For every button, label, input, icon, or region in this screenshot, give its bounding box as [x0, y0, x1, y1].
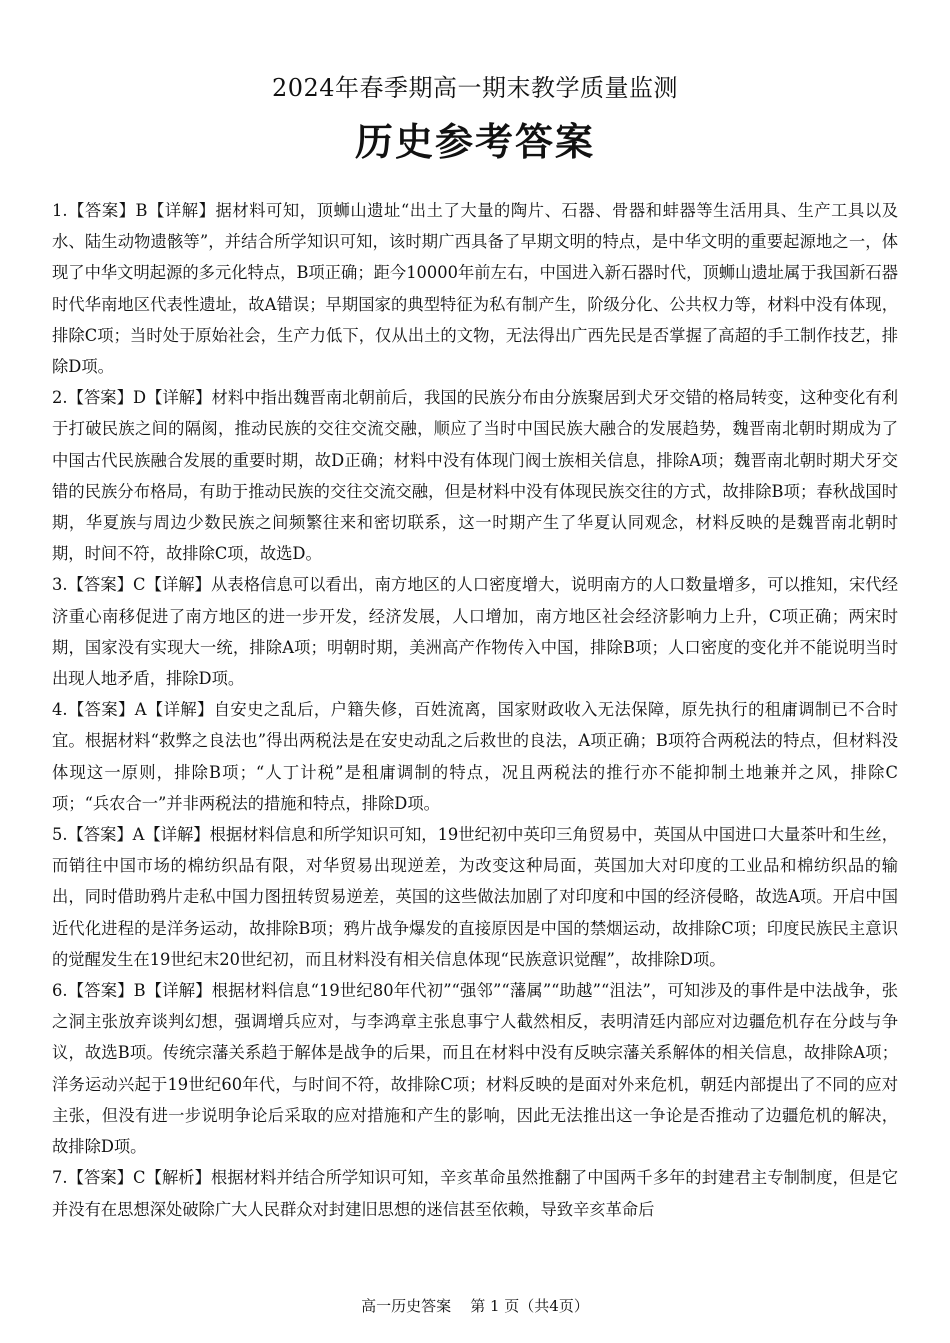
answer-item-5: 5.【答案】A【详解】根据材料信息和所学知识可知，19世纪初中英印三角贸易中，英国从中国进口大量茶叶和生丝，而销往中国市场的棉纺织品有限，对华贸易出现逆差，为改变这种局面，英国加大对印度的工业品和棉纺织品的输出，同时借助鸦片走私中国力图扭转贸易逆差，英国的这些做法加剧了对印度和中国的经济侵略，故选A项。开启中国近代化进程的是洋务运动，故排除B项；鸦片战争爆发的直接原因是中国的禁烟运动，故排除C项；印度民族民主意识的觉醒发生在19世纪末20世纪初，而且材料没有相关信息体现“民族意识觉醒”，故排除D项。 [52, 825, 898, 969]
answer-item-3: 3.【答案】C【详解】从表格信息可以看出，南方地区的人口密度增大，说明南方的人口数量增多，可以推知，宋代经济重心南移促进了南方地区的进一步开发，经济发展，人口增加，南方地区社会经济影响力上升，C项正确；两宋时期，国家没有实现大一统，排除A项；明朝时期，美洲高产作物传入中国，排除B项；人口密度的变化并不能说明当时出现人地矛盾，排除D项。 [52, 575, 898, 689]
answer-item-4: 4.【答案】A【详解】自安史之乱后，户籍失修，百姓流离，国家财政收入无法保障，原先执行的租庸调制已不合时宜。根据材料“救弊之良法也”得出两税法是在安史动乱之后救世的良法，A项正确；B项符合两税法的特点，但材料没体现这一原则，排除B项；“人丁计税”是租庸调制的特点，况且两税法的推行亦不能抑制土地兼并之风，排除C项；“兵农合一”并非两税法的措施和特点，排除D项。 [52, 700, 898, 813]
exam-subtitle: 2024年春季期高一期末教学质量监测 [271, 74, 679, 102]
answer-item-7: 7.【答案】C【解析】根据材料并结合所学知识可知，辛亥革命虽然推翻了中国两千多年的封建君主专制制度，但是它并没有在思想深处破除广大人民群众对封建旧思想的迷信甚至依赖，导致辛亥革命后 [52, 1168, 898, 1219]
answer-item-1: 1.【答案】B【详解】据材料可知，顶蛳山遗址“出土了大量的陶片、石器、骨器和蚌器等生活用具、生产工具以及水、陆生动物遗骸等”，并结合所学知识可知，该时期广西具备了早期文明的特点，是中华文明的重要起源地之一，体现了中华文明起源的多元化特点，B项正确；距今10000年前左右，中国进入新石器时代，顶蛳山遗址属于我国新石器时代华南地区代表性遗址，故A错误；早期国家的典型特征为私有制产生，阶级分化、公共权力等，材料中没有体现，排除C项；当时处于原始社会，生产力低下，仅从出土的文物，无法得出广西先民是否掌握了高超的手工制作技艺，排除D项。 [52, 201, 898, 377]
answers-content [52, 195, 898, 1225]
page-title: 历史参考答案 [354, 119, 595, 164]
answer-item-2: 2.【答案】D【详解】材料中指出魏晋南北朝前后，我国的民族分布由分族聚居到犬牙交错的格局转变，这种变化有利于打破民族之间的隔阂，推动民族的交往交流交融，顺应了当时中国民族大融合的发展趋势，魏晋南北朝时期成为了中国古代民族融合发展的重要时期，故D正确；材料中没有体现门阀士族相关信息，排除A项；魏晋南北朝时期犬牙交错的民族分布格局，有助于推动民族的交往交流交融，但是材料中没有体现民族交往的方式，故排除B项；春秋战国时期，华夏族与周边少数民族之间频繁往来和密切联系，这一时期产生了华夏认同观念，材料反映的是魏晋南北朝时期，时间不符，故排除C项，故选D。 [52, 388, 898, 564]
answer-item-6: 6.【答案】B【详解】根据材料信息“19世纪80年代初”“强邻”“藩属”“助越”“沮法”，可知涉及的事件是中法战争，张之洞主张放弃谈判幻想，强调增兵应对，与李鸿章主张息事宁人截然相反，表明清廷内部应对边疆危机存在分歧与争议，故选B项。传统宗藩关系趋于解体是战争的后果，而且在材料中没有反映宗藩关系解体的相关信息，故排除A项；洋务运动兴起于19世纪60年代，与时间不符，故排除C项；材料反映的是面对外来危机，朝廷内部提出了不同的应对主张，但没有进一步说明争论后采取的应对措施和产生的影响，因此无法推出这一争论是否推动了边疆危机的解决，故排除D项。 [52, 981, 898, 1157]
page-footer: 高一历史答案 第 1 页（共4页） [361, 1297, 589, 1315]
